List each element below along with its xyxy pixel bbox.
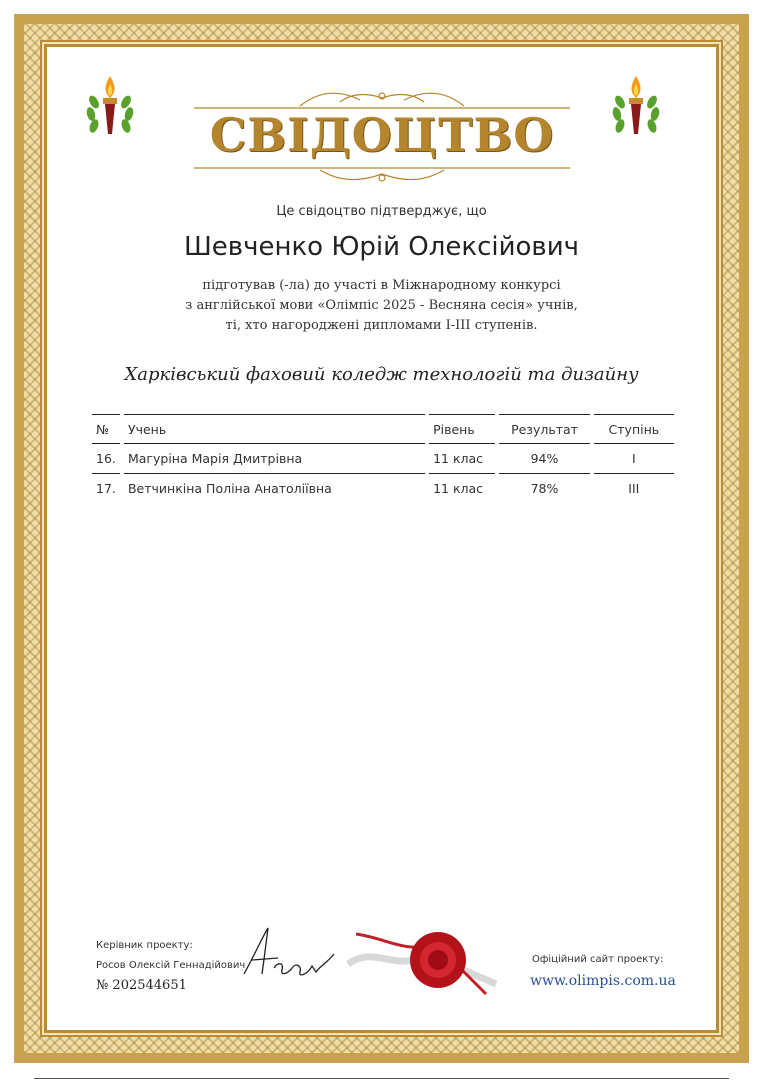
certificate-panel: [44, 44, 719, 1033]
header-level: Рівень: [429, 414, 495, 444]
signature-icon: [238, 922, 338, 984]
certificate-title: СВІДОЦТВО: [209, 108, 555, 162]
row-num: 16.: [92, 444, 120, 474]
row-level: 11 клас: [433, 481, 484, 496]
torch-laurel-icon: [84, 72, 136, 142]
description-line: підготував (-ла) до участі в Міжнародному конкурсі: [202, 278, 561, 293]
description: [0, 276, 763, 336]
header-student: Учень: [124, 414, 425, 444]
row-degree: ІІІ: [628, 481, 640, 496]
row-level: 11 клас: [429, 444, 495, 474]
table-row: [92, 444, 674, 474]
table-row: [92, 474, 674, 503]
header-num: №: [92, 414, 120, 444]
row-result: 94%: [499, 444, 589, 474]
torch-laurel-icon: [610, 72, 662, 142]
director-label: Керівник проекту:: [96, 940, 193, 951]
document-number: № 202544651: [96, 978, 187, 993]
institution-name: Харківський фаховий коледж технологій та дизайну: [124, 364, 639, 385]
wax-seal-icon: [346, 924, 502, 1004]
header-degree: Ступінь: [594, 414, 674, 444]
row-num: 17.: [96, 481, 116, 496]
director-name: Росов Олексій Геннадійович: [96, 960, 246, 971]
description-line: з англійської мови «Олімпіс 2025 - Весняна сесія» учнів,: [185, 298, 578, 313]
title-block: [190, 86, 574, 186]
site-url-link[interactable]: www.olimpis.com.ua: [530, 973, 676, 989]
row-student: Магуріна Марія Дмитрівна: [124, 444, 425, 474]
site-label: Офіційний сайт проекту:: [532, 954, 664, 965]
row-result: 78%: [530, 481, 559, 496]
divider: [34, 1078, 729, 1079]
row-degree: І: [594, 444, 674, 474]
teacher-name: Шевченко Юрій Олексійович: [183, 232, 579, 262]
students-table: [88, 414, 678, 503]
description-line: ті, хто нагороджені дипломами І-ІІІ ступенів.: [225, 318, 538, 333]
table-header-row: [92, 414, 674, 444]
row-student: Ветчинкіна Поліна Анатоліївна: [127, 481, 332, 496]
header-result: Результат: [499, 414, 589, 444]
confirm-text: Це свідоцтво підтверджує, що: [276, 204, 487, 219]
